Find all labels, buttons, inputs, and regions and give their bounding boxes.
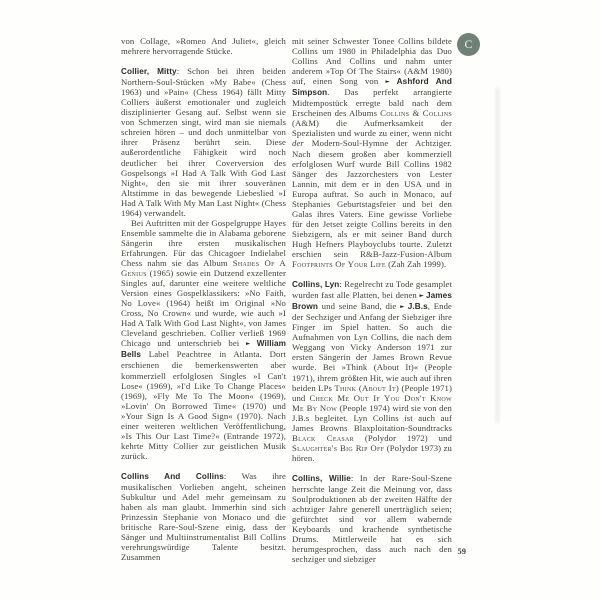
- text-column-left: [121, 36, 286, 562]
- body-text: von Collage, »Romeo And Juliet«, gleich mehrere hervorragende Stücke.: [121, 36, 286, 57]
- entry-headword: Collier, Mitty: [121, 67, 177, 77]
- cross-reference-arrow-icon: ►: [419, 293, 426, 300]
- cross-reference-arrow-icon: ►: [246, 341, 257, 348]
- body-paragraph: [292, 36, 452, 269]
- body-text: . Das perfekt arrangierte Midtempostück erregte bald nach dem Erscheinen des Albums: [292, 87, 452, 119]
- page-number: 59: [457, 546, 466, 556]
- album-title: Check Me Out If You Don't Know Me By Now: [292, 392, 452, 413]
- body-text: : Regelrecht zu Tode gesamplet wurden fast alle Platten, bei denen: [292, 279, 452, 301]
- cross-reference-arrow-icon: ►: [400, 304, 408, 311]
- cross-reference: James Brown: [292, 291, 452, 312]
- body-text: , Ende der Sechziger und Anfang der Siebziger ihre Finger im Spiel hatten. So auch die Aufnahmen von Lyn Collins, die nach dem Weggang von Vicky Anderson 1971 zur ersten Sängerin der James Brown Revue wurde. Bei »Think (About It)« (People 1971), ihrem größten Hit, wie auch auf ihren beiden LPs: [292, 301, 453, 393]
- album-title: Footprints Of Your Life: [292, 259, 386, 270]
- entry-paragraph: [292, 279, 452, 463]
- body-paragraph: [121, 218, 286, 461]
- body-text: (A&M) die Aufmerksamkeit der Spezialisten und wurde zu einer, wenn nicht: [292, 118, 452, 139]
- body-text: (1965) sowie ein Dutzend exzellenter Singles auf, darunter eine weitere weltliche Version eines Gospelklassikers: »No Faith, No Love« (1964) heißt im Original »No Cross, No Crown« und wurde, wie auch »I Had A Talk With God Last Night«, von James Cleveland geschrieben. Collier verließ 1969 Chicago und unterschrieb bei: [121, 268, 286, 349]
- entry-headword: Collins, Willie: [292, 473, 351, 483]
- emphasis-text: der: [292, 138, 304, 149]
- body-text: (People 1971) und: [292, 382, 452, 403]
- cross-reference: J.B.s: [407, 302, 428, 312]
- album-title: Shades Of A Genius: [121, 257, 286, 279]
- body-text: Modern-Soul-Hymne der Achtziger. Nach diesem großen aber kommerziell erfolglosen Wurf wurde Bill Collins 1982 Sänger des Jazzorchesters von Lester Lannin, mit dem er in den USA und in Europa auftrat. So auch in Monaco, auf Stephanies Geburtstagsfeier und bei den Galas ihres Vaters. Eine gewisse Vorliebe für den Jetset zeigte Collins bereits in den Siebzigern, als er mit seiner Band durch Hugh Hefners Playboyclubs tourte. Zuletzt erschien sein R&B-Jazz-Fusion-Album: [292, 138, 452, 259]
- entry-paragraph: [292, 473, 452, 564]
- body-text: mit seiner Schwester Tonee Collins bildete Collins um 1980 in Philadelphia das Duo Collins And Collins und nahm unter anderem »Top Of The Stairs« (A&M 1980) auf, einen Song von: [292, 36, 452, 87]
- body-paragraph: [121, 36, 286, 56]
- body-text: Label Peachtree in Atlanta. Dort erschienen die bemerkenswerten aber kommerziell erfolglosen Singles »I Can't Lose« (1969), »I'd Like To Change Places« (1969), »Fly Me To The Moon« (1969), »Lovin' On Borrowed Time« (1970) und »Your Sign Is A Good Sign« (1970). Nach einer weiteren weltlichen Veröffentlichung, »Is This Our Last Time?« (Entrande 1972), kehrte Mitty Collier zur geistlichen Musik zurück.: [121, 349, 286, 461]
- album-title: Collins & Collins: [380, 108, 452, 119]
- album-title: Think (About It): [334, 382, 400, 393]
- album-title: Black Ceasar: [292, 432, 354, 443]
- section-letter-tab: C: [457, 33, 480, 56]
- body-text: (Polydor 1973) zu hören.: [292, 442, 452, 463]
- text-column-right: [292, 36, 452, 564]
- body-text: : Schon bei ihren beiden Northern-Soul-Stücken »My Babe« (Chess 1963) und »Pain« (Chess 1964) fällt Mitty Colliers äußerst emotionaler und zugleich disziplinierter Gesang auf. Selbst wenn sie von Schmerzen singt, wird man sie niemals schreien hören – und doch unmittelbar von ihrer Präsenz berührt sein. Diese außerordentliche Fähigkeit wird noch deutlicher bei ihrer Coverversion des Gospelsongs »I Had A Talk With God Last Night«, den sie mit ihrer souveränen Altstimme in das bewegende Liebeslied »I Had A Talk With My Man Last Night« (Chess 1964) verwandelt.: [121, 66, 287, 218]
- cross-reference-arrow-icon: ►: [385, 79, 397, 86]
- scan-edge-shadow: [496, 88, 499, 423]
- body-text: (Zah Zah 1999).: [385, 259, 447, 270]
- entry-headword: Collins And Collins: [121, 471, 224, 481]
- entry-paragraph: [121, 471, 286, 562]
- cross-reference: William Bells: [121, 339, 286, 360]
- album-title: Slaughter's Big Rip Off: [292, 442, 385, 453]
- body-text: (People 1974) wird sie von den J.B.s begleitet. Lyn Collins ist auch auf James Browns Blaxploitation-Soundtracks: [292, 402, 452, 433]
- body-text: : In der Rare-Soul-Szene herrschte lange Zeit die Meinung vor, dass Soulproduktionen ab der zweiten Hälfte der achtziger Jahre generell unerträglich seien; gefürchtet sind vor allem wabernde Keyboards und krachende synthetische Drums. Mittlerweile hat es sich herumgesprochen, dass auch nach den sechziger und siebziger: [292, 472, 452, 565]
- cross-reference: Ashford And Simpson: [292, 77, 452, 98]
- body-text: (Polydor 1972) und: [354, 432, 452, 443]
- body-text: und seine Band, die: [317, 301, 401, 312]
- body-text: Bei Auftritten mit der Gospelgruppe Hayes Ensemble sammelte die in Alabama geborene Sängerin ihre ersten musikalischen Erfahrungen. Für das Chicagoer Indielabel Chess nahm sie das Album: [121, 217, 286, 268]
- body-text: : Was ihre musikalischen Vorlieben angeht, scheinen Subkultur und Adel mehr gemeinsam zu haben als man glaubt. Immerhin sind sich Prinzessin Stephanie von Monaco und die britische Rare-Soul-Szene einig, dass der Sänger und Multiinstrumentalist Bill Collins verehrungswürdige Talente besitzt. Zusammen: [121, 470, 286, 563]
- entry-headword: Collins, Lyn: [292, 280, 340, 290]
- entry-paragraph: [121, 66, 286, 218]
